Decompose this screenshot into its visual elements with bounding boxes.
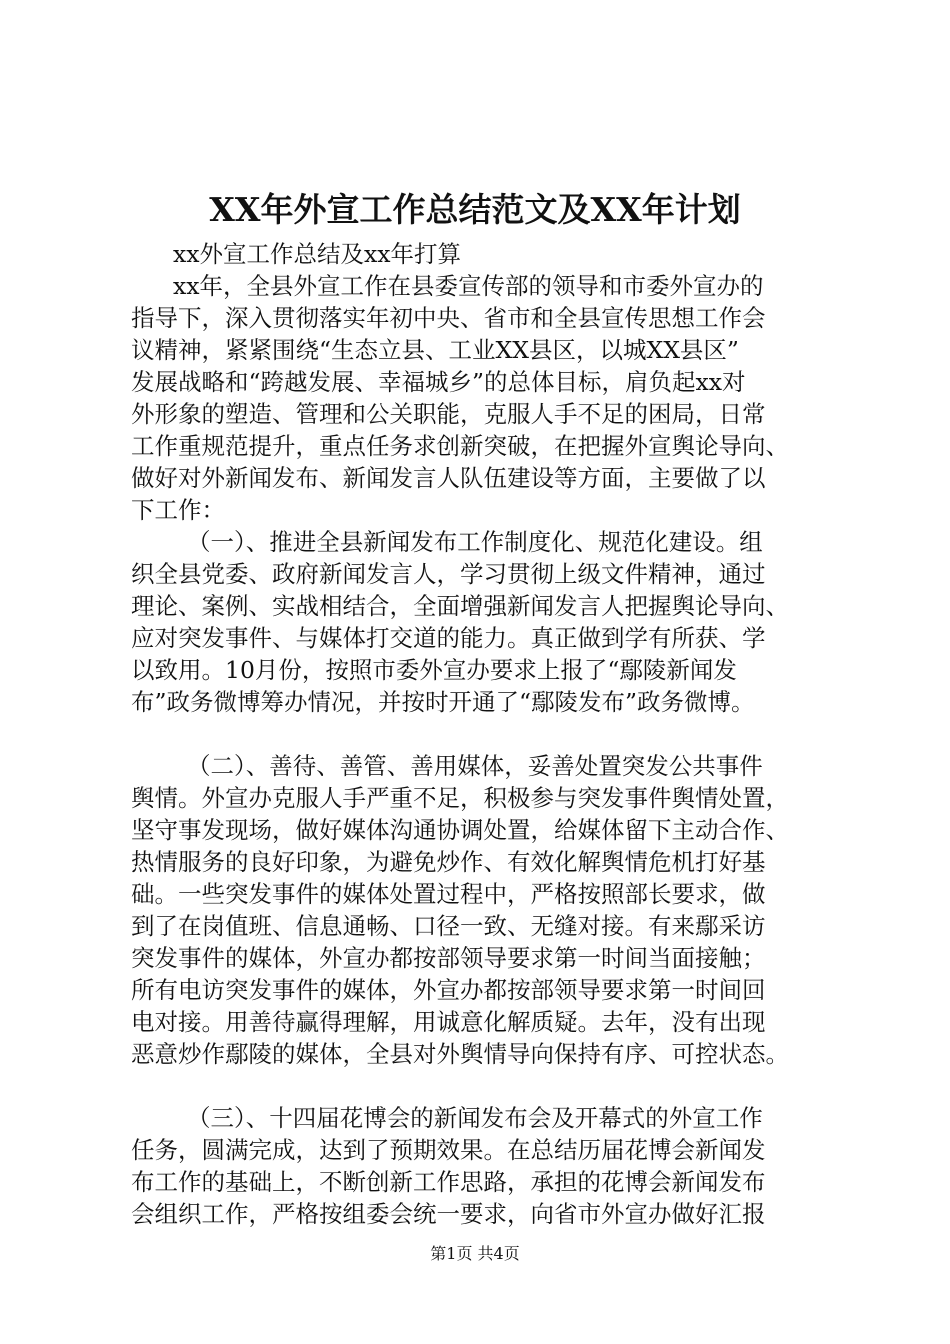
text-line: 到了在岗值班、信息通畅、口径一致、无缝对接。有来鄢采访: [131, 912, 766, 940]
text-line: 发展战略和“跨越发展、幸福城乡”的总体目标，肩负起xx对: [131, 368, 746, 396]
text-line: 应对突发事件、与媒体打交道的能力。真正做到学有所获、学: [131, 624, 766, 652]
text-line: 坚守事发现场，做好媒体沟通协调处置，给媒体留下主动合作、: [131, 816, 789, 844]
paragraph-gap: [131, 1070, 841, 1102]
text-line: 恶意炒作鄢陵的媒体，全县对外舆情导向保持有序、可控状态。: [131, 1040, 789, 1068]
text-line: （一）、推进全县新闻发布工作制度化、规范化建设。组: [187, 528, 763, 556]
text-line: xx外宣工作总结及xx年打算: [173, 240, 462, 268]
text-line: 议精神，紧紧围绕“生态立县、工业XX县区，以城XX县区”: [131, 336, 739, 364]
page-footer: 第1页 共4页: [430, 1244, 520, 1263]
text-line: 所有电访突发事件的媒体，外宣办都按部领导要求第一时间回: [131, 976, 766, 1004]
text-line: 布”政务微博筹办情况，并按时开通了“鄢陵发布”政务微博。: [131, 688, 755, 716]
text-line: 以致用。10月份，按照市委外宣办要求上报了“鄢陵新闻发: [131, 656, 737, 684]
paragraph-gap: [131, 718, 841, 750]
text-line: 指导下，深入贯彻落实年初中央、省市和全县宣传思想工作会: [131, 304, 766, 332]
text-line: 做好对外新闻发布、新闻发言人队伍建设等方面，主要做了以: [131, 464, 766, 492]
text-line: 舆情。外宣办克服人手严重不足，积极参与突发事件舆情处置，: [131, 784, 789, 812]
text-line: （三）、十四届花博会的新闻发布会及开幕式的外宣工作: [187, 1104, 763, 1132]
text-line: 任务，圆满完成，达到了预期效果。在总结历届花博会新闻发: [131, 1136, 766, 1164]
text-line: 热情服务的良好印象，为避免炒作、有效化解舆情危机打好基: [131, 848, 766, 876]
text-line: 础。一些突发事件的媒体处置过程中，严格按照部长要求，做: [131, 880, 766, 908]
text-line: 突发事件的媒体，外宣办都按部领导要求第一时间当面接触；: [131, 944, 766, 972]
text-line: 织全县党委、政府新闻发言人，学习贯彻上级文件精神，通过: [131, 560, 766, 588]
document-title: XX年外宣工作总结范文及XX年计划: [209, 190, 741, 229]
text-line: xx年，全县外宣工作在县委宣传部的领导和市委外宣办的: [173, 272, 764, 300]
text-line: 外形象的塑造、管理和公关职能，克服人手不足的困局，日常: [131, 400, 766, 428]
document-body: [131, 238, 841, 1230]
text-line: 布工作的基础上，不断创新工作思路，承担的花博会新闻发布: [131, 1168, 766, 1196]
text-line: 电对接。用善待赢得理解，用诚意化解质疑。去年，没有出现: [131, 1008, 766, 1036]
text-line: 下工作：: [131, 496, 225, 524]
text-line: （二）、善待、善管、善用媒体，妥善处置突发公共事件: [187, 752, 763, 780]
text-line: 理论、案例、实战相结合，全面增强新闻发言人把握舆论导向、: [131, 592, 789, 620]
text-line: 工作重规范提升，重点任务求创新突破，在把握外宣舆论导向、: [131, 432, 789, 460]
text-line: 会组织工作，严格按组委会统一要求，向省市外宣办做好汇报: [131, 1200, 766, 1228]
